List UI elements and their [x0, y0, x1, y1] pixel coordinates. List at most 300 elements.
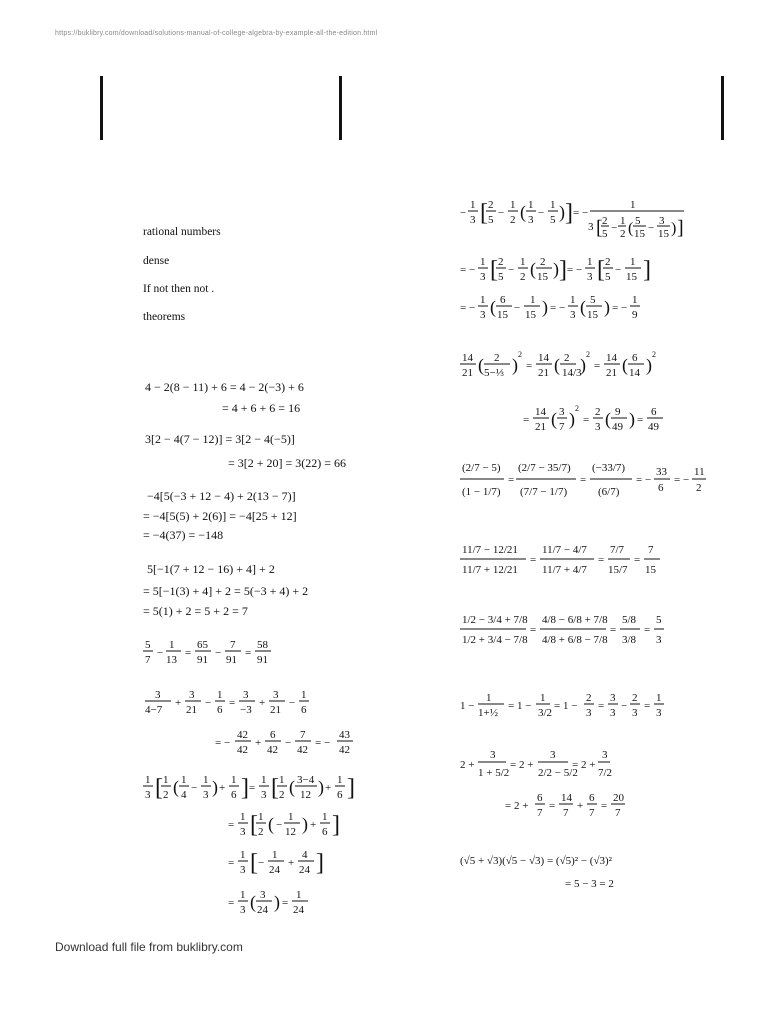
- svg-text:): ): [212, 777, 218, 797]
- svg-text:11/7 − 4/7: 11/7 − 4/7: [542, 544, 587, 556]
- svg-text:−: −: [611, 222, 618, 234]
- svg-text:(: (: [554, 355, 560, 375]
- svg-text:=: =: [644, 624, 651, 636]
- svg-text:7: 7: [145, 654, 151, 666]
- svg-text:=: =: [508, 474, 515, 486]
- svg-text:=: =: [228, 857, 235, 869]
- svg-text:= −: = −: [567, 264, 583, 276]
- svg-text:1: 1: [240, 889, 246, 901]
- svg-text:+: +: [577, 800, 584, 812]
- svg-text:3: 3: [610, 692, 616, 704]
- svg-text:14/3: 14/3: [562, 367, 582, 379]
- svg-text:= 1 −: = 1 −: [508, 700, 532, 712]
- svg-text:−: −: [157, 647, 164, 659]
- equation-line: 5[−1(7 + 12 − 16) + 4] + 2: [147, 562, 275, 576]
- svg-text:2: 2: [518, 350, 522, 359]
- svg-text:1: 1: [337, 774, 343, 786]
- svg-text:= −: = −: [315, 737, 331, 749]
- svg-text:6: 6: [589, 792, 595, 804]
- svg-text:3: 3: [480, 271, 486, 283]
- svg-text:= 2 +: = 2 +: [505, 800, 529, 812]
- svg-text:=: =: [637, 414, 644, 426]
- equation-line: = 5(1) + 2 = 5 + 2 = 7: [143, 604, 248, 618]
- svg-text:3: 3: [570, 309, 576, 321]
- svg-text:1: 1: [272, 849, 278, 861]
- svg-text:14: 14: [538, 352, 549, 364]
- svg-text:24: 24: [257, 904, 268, 916]
- svg-text:21: 21: [462, 367, 473, 379]
- svg-text:): ): [629, 409, 635, 429]
- svg-text:3/8: 3/8: [622, 634, 637, 646]
- svg-text:7: 7: [589, 807, 595, 819]
- svg-text:3: 3: [586, 707, 592, 719]
- svg-text:= −: = −: [215, 737, 231, 749]
- svg-text:=: =: [601, 800, 608, 812]
- svg-text:2: 2: [620, 228, 626, 240]
- svg-text:3: 3: [203, 789, 209, 801]
- svg-text:42: 42: [297, 744, 308, 756]
- svg-text:2: 2: [602, 215, 608, 227]
- svg-text:2: 2: [696, 482, 702, 494]
- svg-text:+: +: [325, 782, 332, 794]
- svg-text:5: 5: [488, 214, 494, 226]
- svg-text:−: −: [258, 857, 265, 869]
- svg-text:3: 3: [145, 789, 151, 801]
- svg-text:(: (: [490, 297, 496, 317]
- svg-text:3: 3: [243, 689, 249, 701]
- svg-text:= −: = −: [550, 302, 566, 314]
- equation-line: = 5[−1(3) + 4] + 2 = 5(−3 + 4) + 2: [143, 584, 309, 598]
- svg-text:[: [: [480, 200, 488, 226]
- svg-text:−: −: [215, 647, 222, 659]
- svg-text:13: 13: [166, 654, 177, 666]
- svg-text:1: 1: [163, 774, 169, 786]
- svg-text:(: (: [580, 297, 586, 317]
- svg-text:): ): [559, 202, 565, 222]
- svg-text:= −: = −: [674, 474, 690, 486]
- svg-text:): ): [318, 777, 324, 797]
- svg-text:7: 7: [559, 421, 565, 433]
- svg-text:=: =: [598, 700, 605, 712]
- svg-text:=: =: [185, 647, 192, 659]
- svg-text:1: 1: [231, 774, 237, 786]
- svg-text:3: 3: [260, 889, 266, 901]
- svg-text:(7/7 − 1/7): (7/7 − 1/7): [520, 486, 568, 498]
- svg-text:(2/7 − 5): (2/7 − 5): [462, 462, 501, 474]
- svg-text:1: 1: [145, 774, 151, 786]
- svg-text:2: 2: [494, 352, 500, 364]
- svg-text:4: 4: [302, 849, 308, 861]
- svg-text:1: 1: [540, 692, 546, 704]
- svg-text:(−33/7): (−33/7): [592, 462, 626, 474]
- svg-text:−: −: [514, 302, 521, 314]
- svg-text:−: −: [538, 207, 545, 219]
- svg-text:4−7: 4−7: [145, 704, 163, 716]
- svg-text:+: +: [288, 857, 295, 869]
- svg-text:1: 1: [322, 811, 328, 823]
- svg-text:15: 15: [587, 309, 598, 321]
- svg-text:5: 5: [145, 639, 151, 651]
- svg-text:1: 1: [550, 199, 556, 211]
- svg-text:7: 7: [563, 807, 569, 819]
- svg-text:]: ]: [559, 257, 567, 283]
- svg-text:]: ]: [565, 200, 573, 226]
- svg-text:−: −: [205, 697, 212, 709]
- svg-text:(: (: [250, 892, 256, 912]
- svg-text:1/2 − 3/4 + 7/8: 1/2 − 3/4 + 7/8: [462, 614, 528, 626]
- svg-text:]: ]: [643, 257, 651, 283]
- svg-text:5: 5: [605, 271, 611, 283]
- equation-line: = −4(37) = −148: [143, 528, 224, 542]
- svg-text:]: ]: [316, 850, 324, 876]
- svg-text:15: 15: [626, 271, 637, 283]
- svg-text:= −: = −: [612, 302, 628, 314]
- svg-text:3−4: 3−4: [297, 774, 315, 786]
- svg-text:6: 6: [301, 704, 307, 716]
- svg-text:1 + 5/2: 1 + 5/2: [478, 767, 510, 779]
- svg-text:=: =: [583, 414, 590, 426]
- svg-text:=: =: [523, 414, 530, 426]
- svg-text:1: 1: [520, 256, 526, 268]
- svg-text:−: −: [648, 222, 655, 234]
- term-item: dense: [143, 255, 170, 267]
- svg-text:[: [: [490, 257, 498, 283]
- column-divider: [100, 76, 103, 140]
- svg-text:6: 6: [217, 704, 223, 716]
- svg-text:−: −: [621, 700, 628, 712]
- svg-text:21: 21: [535, 421, 546, 433]
- svg-text:91: 91: [197, 654, 208, 666]
- svg-text:3: 3: [656, 707, 662, 719]
- svg-text:2 +: 2 +: [460, 759, 475, 771]
- svg-text:(: (: [478, 355, 484, 375]
- svg-text:−: −: [276, 819, 283, 831]
- svg-text:3: 3: [632, 707, 638, 719]
- svg-text:[: [: [250, 812, 258, 838]
- svg-text:3: 3: [240, 826, 246, 838]
- svg-text:5: 5: [656, 614, 662, 626]
- svg-text:15: 15: [658, 228, 669, 240]
- svg-text:14: 14: [606, 352, 617, 364]
- svg-text:4/8 + 6/8 − 7/8: 4/8 + 6/8 − 7/8: [542, 634, 608, 646]
- svg-text:3: 3: [490, 749, 496, 761]
- svg-text:5: 5: [635, 215, 641, 227]
- column-divider: [339, 76, 342, 140]
- svg-text:6: 6: [658, 482, 664, 494]
- svg-text:1: 1: [258, 811, 264, 823]
- svg-text:[: [: [155, 775, 163, 801]
- svg-text:(1 − 1/7): (1 − 1/7): [462, 486, 501, 498]
- svg-text:): ): [274, 892, 280, 912]
- svg-text:1/2 + 3/4 − 7/8: 1/2 + 3/4 − 7/8: [462, 634, 528, 646]
- svg-text:(6/7): (6/7): [598, 486, 620, 498]
- svg-text:91: 91: [226, 654, 237, 666]
- svg-text:=: =: [249, 782, 256, 794]
- svg-text:−: −: [508, 264, 515, 276]
- svg-text:7: 7: [537, 807, 543, 819]
- svg-text:24: 24: [293, 904, 304, 916]
- svg-text:=: =: [598, 554, 605, 566]
- svg-text:=: =: [229, 697, 236, 709]
- svg-text:3: 3: [595, 421, 601, 433]
- download-link[interactable]: Download full file from buklibry.com: [55, 940, 243, 954]
- svg-text:2: 2: [632, 692, 638, 704]
- svg-text:+: +: [175, 697, 182, 709]
- svg-text:3: 3: [470, 214, 476, 226]
- svg-text:[: [: [271, 775, 279, 801]
- svg-text:15: 15: [525, 309, 536, 321]
- svg-text:14: 14: [629, 367, 640, 379]
- svg-text:49: 49: [648, 421, 659, 433]
- svg-text:3: 3: [240, 864, 246, 876]
- equation-line: = 3[2 + 20] = 3(22) = 66: [228, 456, 347, 470]
- svg-text:=: =: [228, 897, 235, 909]
- svg-text:2: 2: [510, 214, 516, 226]
- svg-text:42: 42: [339, 744, 350, 756]
- svg-text:+: +: [310, 819, 317, 831]
- svg-text:42: 42: [267, 744, 278, 756]
- svg-text:5/8: 5/8: [622, 614, 637, 626]
- svg-text:58: 58: [257, 639, 268, 651]
- svg-text:2: 2: [575, 404, 579, 413]
- svg-text:= −: = −: [460, 302, 476, 314]
- svg-text:3/2: 3/2: [538, 707, 553, 719]
- svg-text:1: 1: [486, 692, 492, 704]
- svg-text:1: 1: [480, 294, 486, 306]
- svg-text:): ): [553, 259, 559, 279]
- svg-text:2: 2: [258, 826, 264, 838]
- svg-text:1: 1: [630, 199, 636, 211]
- svg-text:3: 3: [261, 789, 267, 801]
- svg-text:7: 7: [300, 729, 306, 741]
- svg-text:−: −: [615, 264, 622, 276]
- svg-text:11/7 − 12/21: 11/7 − 12/21: [462, 544, 518, 556]
- svg-text:7/2: 7/2: [598, 767, 613, 779]
- svg-text:2: 2: [520, 271, 526, 283]
- svg-text:49: 49: [612, 421, 623, 433]
- svg-text:−: −: [460, 207, 467, 219]
- svg-text:3: 3: [240, 904, 246, 916]
- svg-text:3: 3: [480, 309, 486, 321]
- svg-text:=: =: [610, 624, 617, 636]
- svg-text:[: [: [597, 257, 605, 283]
- svg-text:3: 3: [587, 271, 593, 283]
- svg-text:(: (: [551, 409, 557, 429]
- svg-text:=: =: [634, 554, 641, 566]
- svg-text:1+½: 1+½: [478, 707, 498, 719]
- svg-text:24: 24: [299, 864, 310, 876]
- svg-text:): ): [580, 355, 586, 375]
- svg-text:= 2 +: = 2 +: [572, 759, 596, 771]
- svg-text:2: 2: [564, 352, 570, 364]
- svg-text:7: 7: [648, 544, 654, 556]
- equation-line: −4[5(−3 + 12 − 4) + 2(13 − 7)]: [147, 489, 296, 503]
- svg-text:7/7: 7/7: [610, 544, 625, 556]
- source-url: https://buklibry.com/download/solutions-manual-of-college-algebra-by-example-all-the-edition.html: [55, 30, 378, 37]
- svg-text:2/2 − 5/2: 2/2 − 5/2: [538, 767, 578, 779]
- svg-text:1: 1: [510, 199, 516, 211]
- svg-text:6: 6: [651, 406, 657, 418]
- svg-text:(2/7 − 35/7): (2/7 − 35/7): [518, 462, 571, 474]
- svg-text:2: 2: [586, 692, 592, 704]
- svg-text:3: 3: [659, 215, 665, 227]
- svg-text:43: 43: [339, 729, 350, 741]
- svg-text:33: 33: [656, 466, 667, 478]
- svg-text:5: 5: [498, 271, 504, 283]
- svg-text:5: 5: [602, 228, 608, 240]
- svg-text:]: ]: [347, 775, 355, 801]
- svg-text:9: 9: [615, 406, 621, 418]
- svg-text:3: 3: [155, 689, 161, 701]
- svg-text:5: 5: [590, 294, 596, 306]
- svg-text:−: −: [289, 697, 296, 709]
- svg-text:15/7: 15/7: [608, 564, 628, 576]
- svg-text:1 −: 1 −: [460, 700, 475, 712]
- svg-text:(: (: [289, 777, 295, 797]
- svg-text:11/7 + 12/21: 11/7 + 12/21: [462, 564, 518, 576]
- svg-text:]: ]: [332, 812, 340, 838]
- svg-text:15: 15: [645, 564, 656, 576]
- svg-text:= 1 −: = 1 −: [554, 700, 578, 712]
- svg-text:1: 1: [217, 689, 223, 701]
- svg-text:=: =: [282, 897, 289, 909]
- svg-text:1: 1: [470, 199, 476, 211]
- svg-text:=: =: [594, 360, 601, 372]
- svg-text:(√5 + √3)(√5 − √3) = (√5)² − (: (√5 + √3)(√5 − √3) = (√5)² − (√3)²: [460, 855, 612, 867]
- svg-text:]: ]: [241, 775, 249, 801]
- svg-text:2: 2: [652, 350, 656, 359]
- equation-line: 4 − 2(8 − 11) + 6 = 4 − 2(−3) + 6: [145, 380, 304, 394]
- svg-text:1: 1: [240, 811, 246, 823]
- svg-text:(: (: [605, 409, 611, 429]
- svg-text:3: 3: [559, 406, 565, 418]
- svg-text:1: 1: [203, 774, 209, 786]
- svg-text:): ): [671, 220, 677, 237]
- svg-text:15: 15: [634, 228, 645, 240]
- equation-fractions-right: [455, 195, 715, 905]
- svg-text:14: 14: [535, 406, 546, 418]
- svg-text:−: −: [498, 207, 505, 219]
- svg-text:(: (: [628, 220, 634, 237]
- svg-text:=: =: [228, 819, 235, 831]
- svg-text:1: 1: [261, 774, 267, 786]
- svg-text:= 5 − 3 = 2: = 5 − 3 = 2: [565, 878, 614, 890]
- svg-text:7: 7: [230, 639, 236, 651]
- svg-text:14: 14: [561, 792, 572, 804]
- svg-text:1: 1: [570, 294, 576, 306]
- svg-text:21: 21: [186, 704, 197, 716]
- svg-text:1: 1: [587, 256, 593, 268]
- svg-text:6: 6: [537, 792, 543, 804]
- svg-text:3: 3: [528, 214, 534, 226]
- svg-text:): ): [512, 355, 518, 375]
- svg-text:−3: −3: [240, 704, 252, 716]
- svg-text:3: 3: [610, 707, 616, 719]
- svg-text:1: 1: [279, 774, 285, 786]
- equation-fractions-left: [140, 630, 360, 930]
- svg-text:12: 12: [300, 789, 311, 801]
- svg-text:42: 42: [237, 729, 248, 741]
- svg-text:): ): [646, 355, 652, 375]
- svg-text:−: −: [285, 737, 292, 749]
- svg-text:1: 1: [288, 811, 294, 823]
- svg-text:=: =: [644, 700, 651, 712]
- svg-text:): ): [542, 297, 548, 317]
- svg-text:(: (: [173, 777, 179, 797]
- svg-text:21: 21: [538, 367, 549, 379]
- column-divider: [721, 76, 724, 140]
- svg-text:1: 1: [620, 215, 626, 227]
- svg-text:1: 1: [528, 199, 534, 211]
- svg-text:[: [: [250, 850, 258, 876]
- svg-text:1: 1: [656, 692, 662, 704]
- svg-text:1: 1: [181, 774, 187, 786]
- svg-text:1: 1: [169, 639, 175, 651]
- svg-text:+: +: [259, 697, 266, 709]
- svg-text:(: (: [622, 355, 628, 375]
- svg-text:6: 6: [632, 352, 638, 364]
- svg-text:2: 2: [605, 256, 611, 268]
- svg-text:11/7 + 4/7: 11/7 + 4/7: [542, 564, 587, 576]
- svg-text:1: 1: [296, 889, 302, 901]
- term-item: theorems: [143, 311, 186, 323]
- svg-text:= −: = −: [460, 264, 476, 276]
- svg-text:6: 6: [231, 789, 237, 801]
- svg-text:42: 42: [237, 744, 248, 756]
- svg-text:2: 2: [488, 199, 494, 211]
- svg-text:3: 3: [588, 221, 594, 233]
- svg-text:=: =: [245, 647, 252, 659]
- svg-text:2: 2: [595, 406, 601, 418]
- svg-text:3: 3: [189, 689, 195, 701]
- svg-text:): ): [604, 297, 610, 317]
- svg-text:6: 6: [322, 826, 328, 838]
- svg-text:1: 1: [630, 256, 636, 268]
- term-item: If not then not .: [143, 283, 215, 295]
- term-item: rational numbers: [143, 226, 221, 238]
- svg-text:+: +: [255, 737, 262, 749]
- svg-text:2: 2: [540, 256, 546, 268]
- svg-text:14: 14: [462, 352, 473, 364]
- equation-line: = −4[5(5) + 2(6)] = −4[25 + 12]: [143, 509, 297, 523]
- svg-text:3: 3: [602, 749, 608, 761]
- equation-line: 3[2 − 4(7 − 12)] = 3[2 − 4(−5)]: [145, 432, 295, 446]
- svg-text:21: 21: [270, 704, 281, 716]
- svg-text:=: =: [526, 360, 533, 372]
- svg-text:3: 3: [273, 689, 279, 701]
- svg-text:2: 2: [498, 256, 504, 268]
- svg-text:15: 15: [497, 309, 508, 321]
- svg-text:3: 3: [550, 749, 556, 761]
- svg-text:4/8 − 6/8 + 7/8: 4/8 − 6/8 + 7/8: [542, 614, 608, 626]
- svg-text:): ): [569, 409, 575, 429]
- svg-text:= 2 +: = 2 +: [510, 759, 534, 771]
- svg-text:4: 4: [181, 789, 187, 801]
- svg-text:1: 1: [530, 294, 536, 306]
- svg-text:−: −: [191, 782, 198, 794]
- svg-text:): ): [302, 814, 308, 834]
- svg-text:(: (: [520, 202, 526, 222]
- svg-text:= −: = −: [636, 474, 652, 486]
- svg-text:6: 6: [500, 294, 506, 306]
- svg-text:9: 9: [632, 309, 638, 321]
- svg-text:1: 1: [632, 294, 638, 306]
- svg-text:=: =: [580, 474, 587, 486]
- svg-text:2: 2: [586, 350, 590, 359]
- svg-text:12: 12: [285, 826, 296, 838]
- svg-text:1: 1: [240, 849, 246, 861]
- svg-text:1: 1: [301, 689, 307, 701]
